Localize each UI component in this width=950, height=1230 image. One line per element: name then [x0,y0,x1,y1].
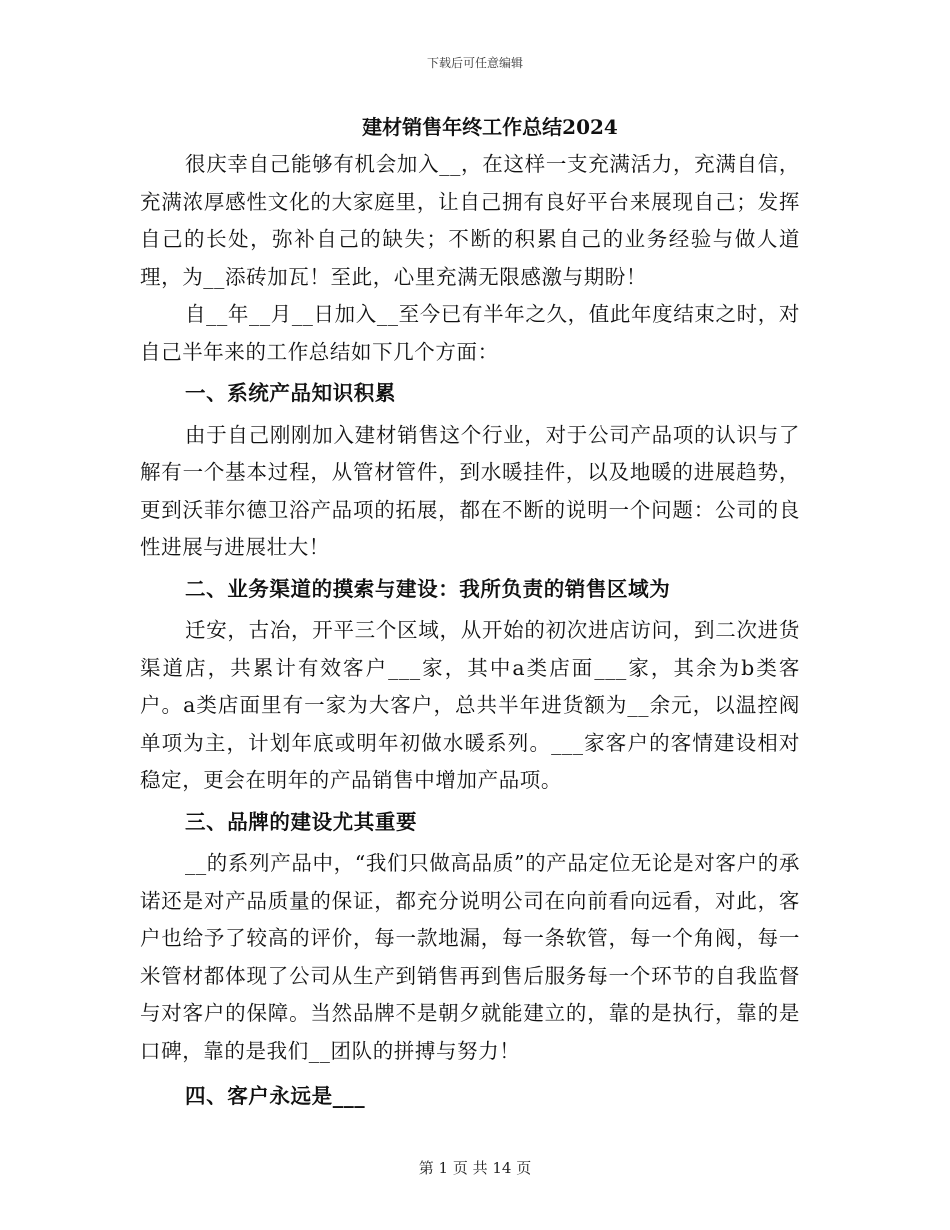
page-number-footer: 第 1 页 共 14 页 [418,1159,532,1177]
section-3-heading: 三、品牌的建设尤其重要 [185,809,418,834]
page-header-note: 下载后可任意编辑 [426,56,523,70]
document-body [140,108,800,1116]
document-title: 建材销售年终工作总结2024 [362,115,618,139]
section-2-body: 迁安，古冶，开平三个区域，从开始的初次进店访问，到二次进货渠道店，共累计有效客户___家，其中a类店面___家，其余为b类客户。a类店面里有一家为大客户，总共半年进货额为__余元，以温控阀单项为主，计划年底或明年初做水暖系列。___家客户的客情建设相对稳定，更会在明年的产品销售中增加产品项。 [140,618,800,792]
intro-paragraph-2: 自__年__月__日加入__至今已有半年之久，值此年度结束之时，对自己半年来的工作总结如下几个方面： [140,302,800,364]
section-4-heading: 四、客户永远是___ [185,1084,366,1108]
section-1-body: 由于自己刚刚加入建材销售这个行业，对于公司产品项的认识与了解有一个基本过程，从管材管件，到水暖挂件，以及地暖的进展趋势，更到沃菲尔德卫浴产品项的拓展，都在不断的说明一个问题：公司的良性进展与进展壮大！ [140,422,800,559]
section-3-body: __的系列产品中，“我们只做高品质”的产品定位无论是对客户的承诺还是对产品质量的保证，都充分说明公司在向前看向远看，对此，客户也给予了较高的评价，每一款地漏，每一条软管，每一个角阀，每一米管材都体现了公司从生产到销售再到售后服务每一个环节的自我监督与对客户的保障。当然品牌不是朝夕就能建立的，靠的是执行，靠的是口碑，靠的是我们__团队的拼搏与努力！ [140,851,800,1063]
section-1-heading: 一、系统产品知识积累 [185,381,396,405]
intro-paragraph-1: 很庆幸自己能够有机会加入__，在这样一支充满活力，充满自信，充满浓厚感性文化的大家庭里，让自己拥有良好平台来展现自己；发挥自己的长处，弥补自己的缺失；不断的积累自己的业务经验与做人道理，为__添砖加瓦！至此，心里充满无限感激与期盼！ [140,152,800,289]
section-2-heading: 二、业务渠道的摸索与建设：我所负责的销售区域为 [185,576,671,601]
